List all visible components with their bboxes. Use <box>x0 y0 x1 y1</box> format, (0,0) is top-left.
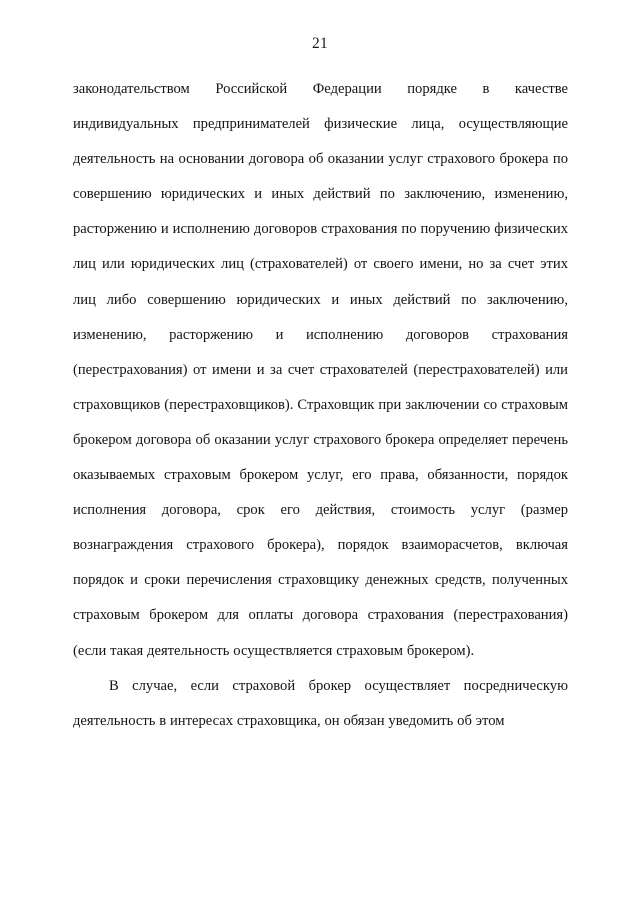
body-paragraph: В случае, если страховой брокер осуществляет посредническую деятельность в интересах страховщика, он обязан уведомить об этом <box>73 677 568 729</box>
page-number: 21 <box>311 35 329 52</box>
body-paragraph: законодательством Российской Федерации порядке в качестве индивидуальных предпринимателей физические лица, осуществляющие деятельность на основании договора об оказании услуг страхового брокера по совершению юридических и иных действий по заключению, изменению, расторжению и исполнению договоров страхования по поручению физических лиц или юридических лиц (страхователей) от своего имени, но за счет этих лиц либо совершению юридических и иных действий по заключению, изменению, расторжению и исполнению договоров страхования (перестрахования) от имени и за счет страхователей (перестрахователей) или страховщиков (перестраховщиков). Страховщик при заключении со страховым брокером договора об оказании услуг страхового брокера определяет перечень оказываемых страховым брокером услуг, его права, обязанности, порядок исполнения договора, срок его действия, стоимость услуг (размер вознаграждения страхового брокера), порядок взаиморасчетов, включая порядок и сроки перечисления страховщику денежных средств, полученных страховым брокером для оплаты договора страхования (перестрахования) (если такая деятельность осуществляется страховым брокером). <box>73 81 568 659</box>
body-text-column <box>73 72 568 739</box>
